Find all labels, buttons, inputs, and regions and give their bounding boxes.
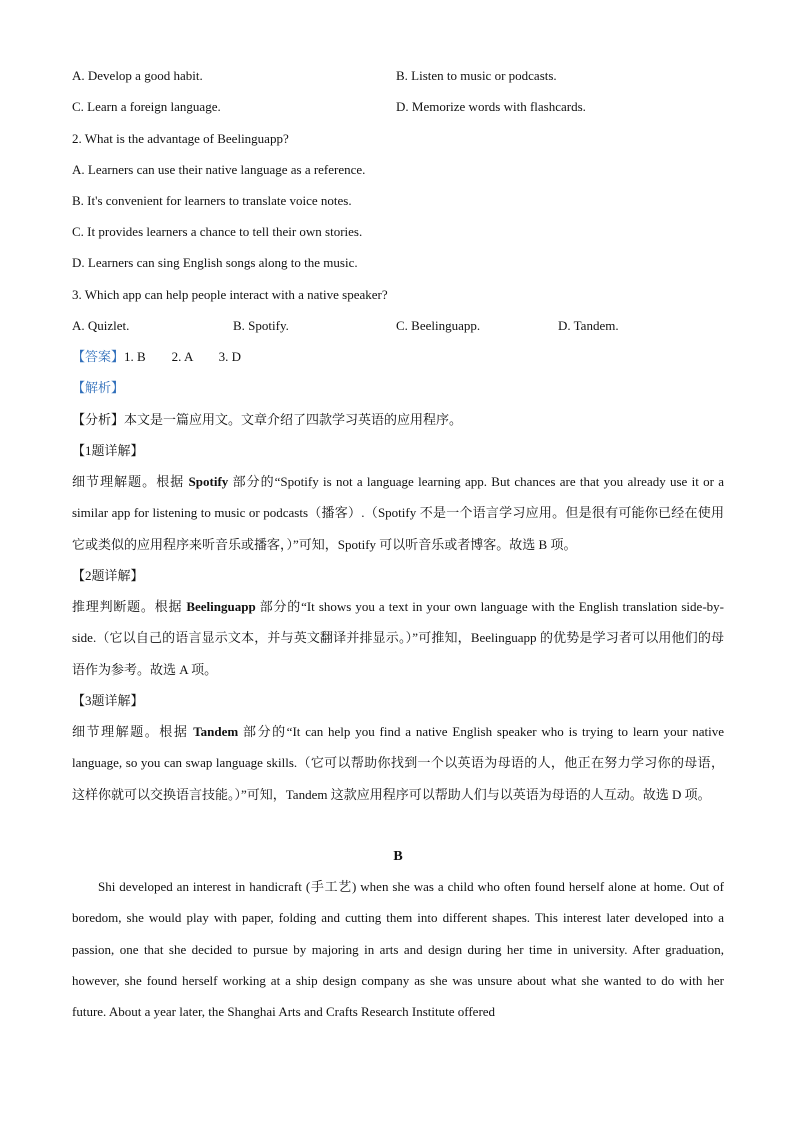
detail2-keyword: Beelinguapp	[186, 599, 256, 614]
detail2-text: 部分的“It shows you a text in your own language with the English translation side-by-side.（它以自己的语言显示文本，并与英文翻译并排显示。）”可推知，Beelinguapp 的优势是学习者可以用他们的母语作为参考。故选 A 项。	[72, 599, 724, 677]
detail1-keyword: Spotify	[188, 474, 229, 489]
q1-option-a: A. Develop a good habit.	[72, 68, 203, 83]
answer-values: 1. B 2. A 3. D	[124, 349, 242, 364]
summary-text: 本文是一篇应用文。文章介绍了四款学习英语的应用程序。	[124, 412, 463, 427]
q1-option-c: C. Learn a foreign language.	[72, 99, 221, 114]
answer-label: 【答案】	[72, 349, 125, 364]
detail1-paragraph	[72, 466, 724, 560]
summary-line	[72, 412, 462, 428]
detail1-text: 部分的“Spotify is not a language learning app. But chances are that you already use it or a similar app for listening to music or podcasts（播客）.（Spotify 不是一个语言学习应用。但是很有可能你已经在使用它或类似的应用程序来听音乐或播客，）”可知，Spotify 可以听音乐或者博客。故选 B 项。	[72, 474, 724, 552]
q2-stem: 2. What is the advantage of Beelinguapp?	[72, 131, 289, 146]
section-b-heading: B	[393, 849, 403, 864]
answer-line	[72, 349, 241, 365]
detail3-keyword: Tandem	[193, 724, 239, 739]
detail3-label: 【3题详解】	[72, 693, 144, 708]
detail2-paragraph	[72, 591, 724, 685]
q3-option-b: B. Spotify.	[233, 318, 289, 333]
detail2-prefix: 推理判断题。根据	[72, 599, 187, 614]
q2-option-c: C. It provides learners a chance to tell their own stories.	[72, 224, 363, 239]
section-b-passage: Shi developed an interest in handicraft (手工艺) when she was a child who often found herself alone at home. Out of boredom, she would play with paper, folding and cutting them into different shapes. This interest later developed into a passion, one that she decided to pursue by majoring in arts and design during her time in university. After graduation, however, she found herself working at a ship design company as she was unsure about what she wanted to do with her future. About a year later, the Shanghai Arts and Crafts Research Institute offered	[72, 879, 724, 1020]
q3-option-a: A. Quizlet.	[72, 318, 130, 333]
q1-option-d: D. Memorize words with flashcards.	[396, 99, 586, 114]
analysis-label: 【解析】	[72, 380, 125, 395]
detail3-prefix: 细节理解题。根据	[72, 724, 194, 739]
q2-option-b: B. It's convenient for learners to translate voice notes.	[72, 193, 352, 208]
detail3-text: 部分的“It can help you find a native English speaker who is trying to learn your native language, so you can swap language skills.（它可以帮助你找到一个以英语为母语的人，他正在努力学习你的母语，这样你就可以交换语言技能。）”可知，Tandem 这款应用程序可以帮助人们与以英语为母语的人互动。故选 D 项。	[72, 724, 724, 802]
q2-option-a: A. Learners can use their native language as a reference.	[72, 162, 366, 177]
q2-option-d: D. Learners can sing English songs along to the music.	[72, 255, 358, 270]
q3-option-c: C. Beelinguapp.	[396, 318, 481, 333]
summary-label: 【分析】	[72, 412, 125, 427]
detail2-label: 【2题详解】	[72, 568, 144, 583]
q1-option-b: B. Listen to music or podcasts.	[396, 68, 557, 83]
q3-option-d: D. Tandem.	[558, 318, 619, 333]
detail1-prefix: 细节理解题。根据	[72, 474, 189, 489]
detail3-paragraph	[72, 716, 724, 810]
q3-stem: 3. Which app can help people interact with a native speaker?	[72, 287, 388, 302]
detail1-label: 【1题详解】	[72, 443, 144, 458]
